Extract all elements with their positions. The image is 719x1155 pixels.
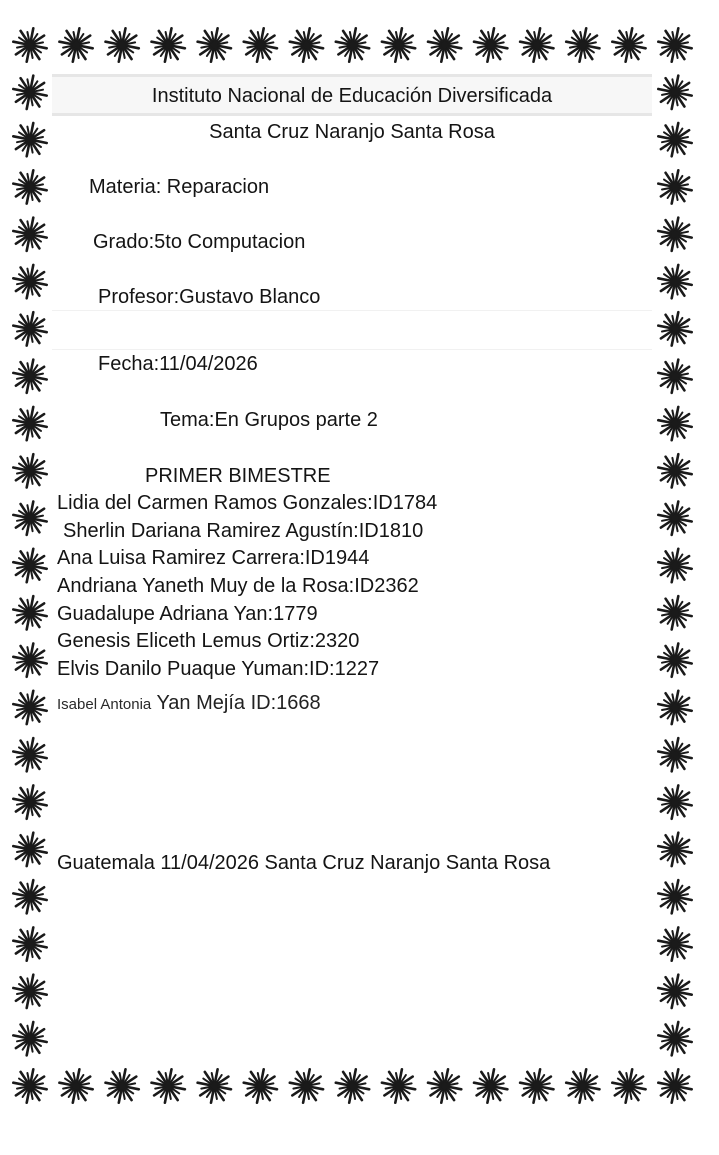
asterisk-flower-icon xyxy=(336,1069,369,1102)
student-name: Guadalupe Adriana Yan:1779 xyxy=(57,603,318,625)
asterisk-flower-icon xyxy=(658,644,691,677)
asterisk-flower-icon xyxy=(658,1069,691,1102)
asterisk-flower-icon xyxy=(106,28,139,61)
subject-field: Materia: Reparacion xyxy=(89,176,270,198)
asterisk-flower-icon xyxy=(474,28,507,61)
asterisk-flower-icon xyxy=(658,738,691,771)
asterisk-flower-icon xyxy=(13,170,46,203)
topic-field: Tema:En Grupos parte 2 xyxy=(160,409,378,431)
term-heading: PRIMER BIMESTRE xyxy=(145,465,331,487)
asterisk-flower-icon xyxy=(13,738,46,771)
asterisk-flower-icon xyxy=(520,1069,553,1102)
asterisk-flower-icon xyxy=(658,28,691,61)
asterisk-flower-icon xyxy=(59,1069,92,1102)
asterisk-flower-icon xyxy=(13,1022,46,1055)
asterisk-flower-icon xyxy=(13,312,46,345)
asterisk-flower-icon xyxy=(566,28,599,61)
asterisk-flower-icon xyxy=(13,123,46,156)
asterisk-flower-icon xyxy=(244,1069,277,1102)
student-name: Lidia del Carmen Ramos Gonzales:ID1784 xyxy=(57,492,438,514)
asterisk-flower-icon xyxy=(13,1069,46,1102)
asterisk-flower-icon xyxy=(382,28,415,61)
asterisk-flower-icon xyxy=(59,28,92,61)
asterisk-flower-icon xyxy=(428,1069,461,1102)
asterisk-flower-icon xyxy=(13,407,46,440)
asterisk-flower-icon xyxy=(106,1069,139,1102)
asterisk-flower-icon xyxy=(658,927,691,960)
asterisk-flower-icon xyxy=(658,549,691,582)
student-name: Andriana Yaneth Muy de la Rosa:ID2362 xyxy=(57,575,419,597)
asterisk-flower-icon xyxy=(658,218,691,251)
asterisk-flower-icon xyxy=(566,1069,599,1102)
asterisk-flower-icon xyxy=(152,1069,185,1102)
asterisk-flower-icon xyxy=(198,28,231,61)
asterisk-flower-icon xyxy=(658,785,691,818)
asterisk-flower-icon xyxy=(13,549,46,582)
footer-line: Guatemala 11/04/2026 Santa Cruz Naranjo Santa Rosa xyxy=(57,852,551,874)
asterisk-flower-icon xyxy=(658,691,691,724)
student-name: Ana Luisa Ramirez Carrera:ID1944 xyxy=(57,547,370,569)
student-name: Elvis Danilo Puaque Yuman:ID:1227 xyxy=(57,658,380,680)
asterisk-flower-icon xyxy=(13,880,46,913)
location-subtitle: Santa Cruz Naranjo Santa Rosa xyxy=(209,121,495,143)
asterisk-flower-icon xyxy=(13,691,46,724)
asterisk-flower-icon xyxy=(658,880,691,913)
asterisk-flower-icon xyxy=(658,170,691,203)
asterisk-flower-icon xyxy=(612,1069,645,1102)
asterisk-flower-icon xyxy=(474,1069,507,1102)
asterisk-flower-icon xyxy=(13,975,46,1008)
asterisk-flower-icon xyxy=(290,28,323,61)
asterisk-flower-icon xyxy=(658,312,691,345)
asterisk-flower-icon xyxy=(13,454,46,487)
asterisk-flower-icon xyxy=(658,502,691,535)
student-name-last xyxy=(57,691,321,717)
asterisk-flower-icon xyxy=(290,1069,323,1102)
asterisk-flower-icon xyxy=(336,28,369,61)
asterisk-flower-icon xyxy=(658,1022,691,1055)
institution-title: Instituto Nacional de Educación Diversificada xyxy=(151,85,553,107)
asterisk-flower-icon xyxy=(244,28,277,61)
student-name: Sherlin Dariana Ramirez Agustín:ID1810 xyxy=(63,520,424,542)
student-name-first-part: Isabel Antonia xyxy=(57,696,152,713)
grade-field: Grado:5to Computacion xyxy=(93,231,306,253)
asterisk-flower-icon xyxy=(382,1069,415,1102)
asterisk-flower-icon xyxy=(658,833,691,866)
asterisk-flower-icon xyxy=(658,123,691,156)
asterisk-flower-icon xyxy=(428,28,461,61)
asterisk-flower-icon xyxy=(612,28,645,61)
date-field: Fecha:11/04/2026 xyxy=(98,353,258,375)
student-name-second-part: Yan Mejía ID:1668 xyxy=(156,692,321,714)
asterisk-flower-icon xyxy=(152,28,185,61)
asterisk-flower-icon xyxy=(658,76,691,109)
asterisk-flower-icon xyxy=(13,833,46,866)
asterisk-flower-icon xyxy=(13,265,46,298)
asterisk-flower-icon xyxy=(13,502,46,535)
asterisk-flower-icon xyxy=(658,454,691,487)
asterisk-flower-icon xyxy=(13,360,46,393)
asterisk-flower-icon xyxy=(520,28,553,61)
faint-divider xyxy=(52,310,652,350)
asterisk-flower-icon xyxy=(658,407,691,440)
asterisk-flower-icon xyxy=(13,785,46,818)
asterisk-flower-icon xyxy=(13,596,46,629)
asterisk-flower-icon xyxy=(658,265,691,298)
teacher-field: Profesor:Gustavo Blanco xyxy=(98,286,321,308)
asterisk-flower-icon xyxy=(658,596,691,629)
student-name: Genesis Eliceth Lemus Ortiz:2320 xyxy=(57,630,360,652)
asterisk-flower-icon xyxy=(13,644,46,677)
asterisk-flower-icon xyxy=(13,218,46,251)
asterisk-flower-icon xyxy=(13,927,46,960)
asterisk-flower-icon xyxy=(658,360,691,393)
asterisk-flower-icon xyxy=(198,1069,231,1102)
asterisk-flower-icon xyxy=(13,76,46,109)
asterisk-flower-icon xyxy=(13,28,46,61)
asterisk-flower-icon xyxy=(658,975,691,1008)
